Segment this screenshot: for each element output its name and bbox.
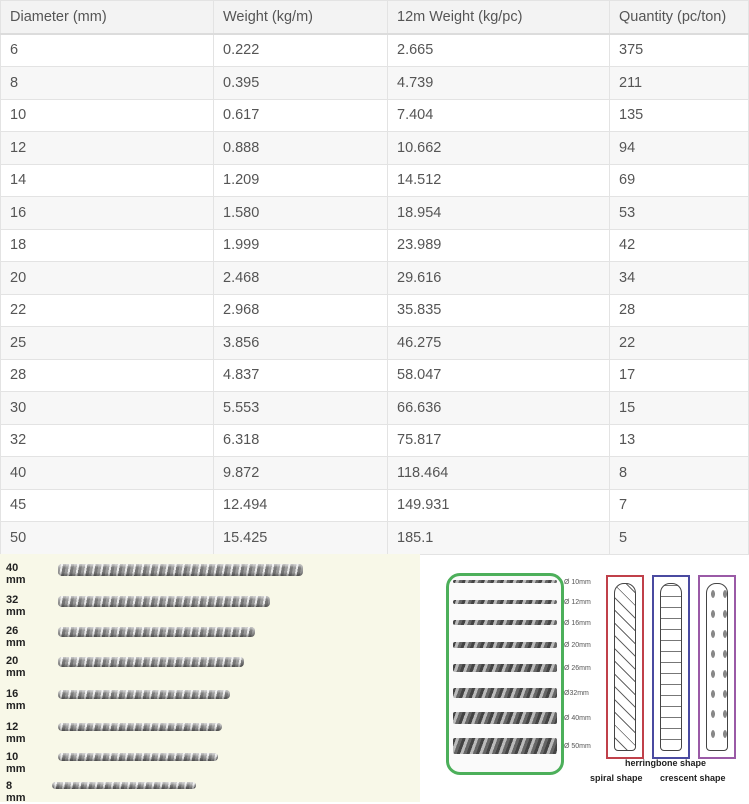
header-diameter: Diameter (mm)	[1, 1, 214, 34]
cell-weight: 4.837	[214, 359, 388, 392]
cell-diameter: 10	[1, 99, 214, 132]
cell-weight: 1.999	[214, 229, 388, 262]
cell-weight: 5.553	[214, 392, 388, 425]
diameter-label: Ø 50mm	[564, 743, 591, 750]
caption-herringbone: herringbone shape	[625, 758, 707, 768]
rebar-photo-bar	[453, 580, 557, 583]
rebar-size-comparison-image	[0, 554, 420, 802]
cell-quantity: 22	[610, 327, 749, 360]
table-row	[1, 522, 749, 555]
rebar-bar	[58, 690, 230, 699]
rebar-photo-bar	[453, 642, 557, 648]
cell-quantity: 5	[610, 522, 749, 555]
spiral-shape-box	[606, 575, 644, 759]
rebar-bar	[58, 753, 218, 761]
cell-12m-weight: 23.989	[388, 229, 610, 262]
rebar-rib-types-image	[440, 565, 749, 802]
cell-quantity: 15	[610, 392, 749, 425]
cell-weight: 0.395	[214, 67, 388, 100]
diameter-label: Ø 12mm	[564, 599, 591, 606]
table-row	[1, 132, 749, 165]
cell-quantity: 7	[610, 489, 749, 522]
cell-diameter: 16	[1, 197, 214, 230]
cell-weight: 0.888	[214, 132, 388, 165]
cell-12m-weight: 46.275	[388, 327, 610, 360]
crescent-shape-box	[698, 575, 736, 759]
cell-quantity: 375	[610, 34, 749, 67]
rebar-size-label: 10 mm	[6, 751, 26, 775]
rebar-size-label: 40 mm	[6, 562, 26, 586]
cell-12m-weight: 2.665	[388, 34, 610, 67]
caption-crescent: crescent shape	[660, 773, 726, 783]
table-header-row	[1, 1, 749, 34]
cell-diameter: 30	[1, 392, 214, 425]
cell-weight: 6.318	[214, 424, 388, 457]
cell-weight: 0.222	[214, 34, 388, 67]
diameter-label: Ø32mm	[564, 690, 589, 697]
cell-weight: 15.425	[214, 522, 388, 555]
rebar-size-label: 20 mm	[6, 655, 26, 679]
cell-weight: 1.580	[214, 197, 388, 230]
rebar-photo-bar	[453, 688, 557, 698]
cell-weight: 3.856	[214, 327, 388, 360]
table-row	[1, 262, 749, 295]
cell-quantity: 211	[610, 67, 749, 100]
table-row	[1, 67, 749, 100]
cell-diameter: 25	[1, 327, 214, 360]
table-row	[1, 164, 749, 197]
table-row	[1, 229, 749, 262]
cell-12m-weight: 10.662	[388, 132, 610, 165]
rebar-size-label: 8 mm	[6, 780, 26, 804]
cell-quantity: 42	[610, 229, 749, 262]
table-row	[1, 392, 749, 425]
rebar-size-label: 32 mm	[6, 594, 26, 618]
cell-diameter: 8	[1, 67, 214, 100]
table-row	[1, 34, 749, 67]
cell-diameter: 18	[1, 229, 214, 262]
cell-diameter: 45	[1, 489, 214, 522]
table-row	[1, 327, 749, 360]
header-quantity: Quantity (pc/ton)	[610, 1, 749, 34]
rebar-photo-bar	[453, 664, 557, 672]
diameter-label: Ø 10mm	[564, 578, 591, 586]
cell-12m-weight: 118.464	[388, 457, 610, 490]
header-12m-weight: 12m Weight (kg/pc)	[388, 1, 610, 34]
diameter-label: Ø 26mm	[564, 665, 591, 672]
cell-quantity: 69	[610, 164, 749, 197]
cell-quantity: 34	[610, 262, 749, 295]
table-row	[1, 294, 749, 327]
cell-weight: 2.468	[214, 262, 388, 295]
table-row	[1, 489, 749, 522]
rebar-bar	[52, 782, 196, 789]
cell-12m-weight: 185.1	[388, 522, 610, 555]
cell-quantity: 94	[610, 132, 749, 165]
rebar-size-label: 12 mm	[6, 721, 26, 745]
table-row	[1, 424, 749, 457]
rebar-photo-bar	[453, 712, 557, 724]
cell-quantity: 8	[610, 457, 749, 490]
rebar-photo-bar	[453, 620, 557, 625]
rebar-photo-bar	[453, 600, 557, 604]
table-row	[1, 457, 749, 490]
rebar-diameter-photo	[446, 573, 564, 775]
caption-spiral: spiral shape	[590, 773, 643, 783]
cell-12m-weight: 35.835	[388, 294, 610, 327]
cell-quantity: 17	[610, 359, 749, 392]
diameter-label: Ø 16mm	[564, 619, 591, 627]
herringbone-shape-box	[652, 575, 690, 759]
cell-diameter: 40	[1, 457, 214, 490]
cell-diameter: 28	[1, 359, 214, 392]
cell-diameter: 20	[1, 262, 214, 295]
table-row	[1, 359, 749, 392]
cell-diameter: 50	[1, 522, 214, 555]
cell-weight: 0.617	[214, 99, 388, 132]
rebar-bar	[58, 564, 303, 576]
cell-diameter: 32	[1, 424, 214, 457]
rebar-bar	[58, 596, 270, 607]
cell-12m-weight: 58.047	[388, 359, 610, 392]
cell-12m-weight: 149.931	[388, 489, 610, 522]
cell-diameter: 6	[1, 34, 214, 67]
header-weight: Weight (kg/m)	[214, 1, 388, 34]
table-row	[1, 99, 749, 132]
rebar-size-label: 16 mm	[6, 688, 26, 712]
cell-quantity: 28	[610, 294, 749, 327]
rebar-size-label: 26 mm	[6, 625, 26, 649]
cell-weight: 12.494	[214, 489, 388, 522]
cell-quantity: 135	[610, 99, 749, 132]
cell-diameter: 22	[1, 294, 214, 327]
rebar-bar	[58, 723, 222, 731]
cell-12m-weight: 14.512	[388, 164, 610, 197]
cell-weight: 9.872	[214, 457, 388, 490]
cell-12m-weight: 75.817	[388, 424, 610, 457]
table-row	[1, 197, 749, 230]
cell-weight: 1.209	[214, 164, 388, 197]
rebar-bar	[58, 657, 244, 667]
cell-quantity: 53	[610, 197, 749, 230]
cell-quantity: 13	[610, 424, 749, 457]
cell-diameter: 14	[1, 164, 214, 197]
cell-12m-weight: 4.739	[388, 67, 610, 100]
rebar-bar	[58, 627, 255, 637]
cell-12m-weight: 29.616	[388, 262, 610, 295]
cell-12m-weight: 18.954	[388, 197, 610, 230]
cell-diameter: 12	[1, 132, 214, 165]
diameter-label: Ø 20mm	[564, 642, 591, 649]
cell-12m-weight: 66.636	[388, 392, 610, 425]
diameter-label: Ø 40mm	[564, 715, 591, 722]
cell-weight: 2.968	[214, 294, 388, 327]
cell-12m-weight: 7.404	[388, 99, 610, 132]
rebar-photo-bar	[453, 738, 557, 754]
